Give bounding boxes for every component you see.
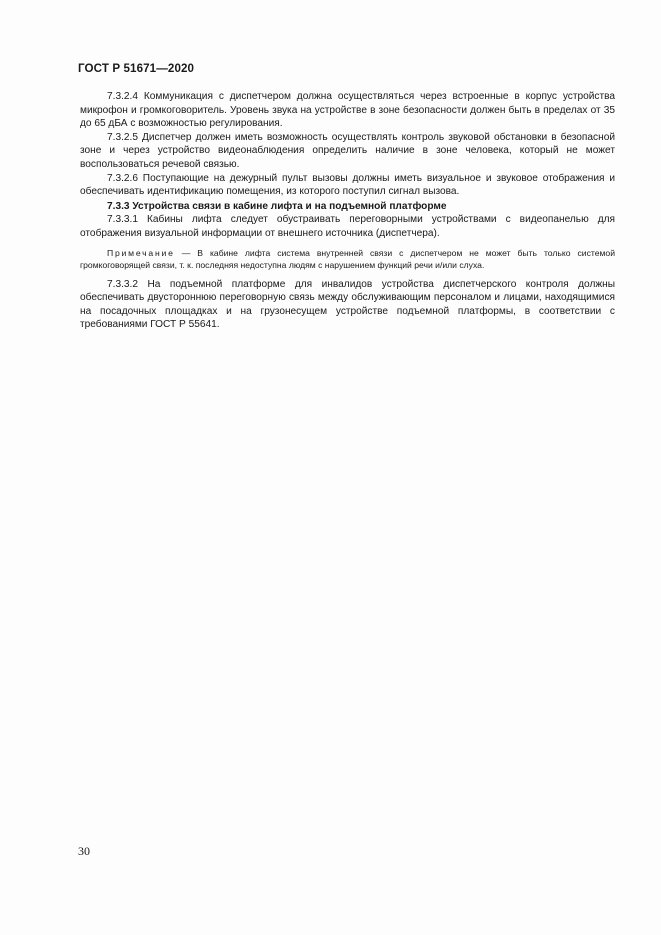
note-label: Примечание [107,247,175,258]
note-paragraph [80,247,615,271]
paragraph-7-3-2-6: 7.3.2.6 Поступающие на дежурный пульт вызовы должны иметь визуальное и звуковое отображения и обеспечивать идентификацию помещения, из которого поступил сигнал вызова. [80,172,615,198]
paragraph-7-3-3-2: 7.3.3.2 На подъемной платформе для инвалидов устройства диспетчерского контроля должны обеспечивать двустороннюю переговорную связь между обслуживающим персоналом и лицами, находящимися на посадочных площадках и на грузонесущем устройстве подъемной платформы, в соответствии с требованиями ГОСТ Р 55641. [80,278,615,331]
paragraph-7-3-3-1: 7.3.3.1 Кабины лифта следует обустраивать переговорными устройствами с видеопанелью для отображения визуальной информации от внешнего источника (диспетчера). [80,214,615,239]
document-header: ГОСТ Р 51671—2020 [78,62,195,75]
paragraph-7-3-2-4: 7.3.2.4 Коммуникация с диспетчером должна осуществляться через встроенные в корпус устройства микрофон и громкоговоритель. Уровень звука на устройстве в зоне безопасности должен быть в пределах от 35 до 65 дБА с возможностью регулирования. [80,91,615,130]
section-heading-7-3-3: 7.3.3 Устройства связи в кабине лифта и на подъемной платформе [107,200,447,212]
document-body [80,90,615,332]
note-text: — В кабине лифта система внутренней связи с диспетчером не может быть только системой громкоговорящей связи, т. к. последняя недоступна людям с нарушением функций речи и/или слуха. [80,247,615,270]
paragraph-7-3-2-5: 7.3.2.5 Диспетчер должен иметь возможность осуществлять контроль звуковой обстановки в безопасной зоне и через устройство видеонаблюдения определить наличие в зоне человека, который не может воспользоваться речевой связью. [80,131,615,170]
page-number: 30 [78,844,90,858]
